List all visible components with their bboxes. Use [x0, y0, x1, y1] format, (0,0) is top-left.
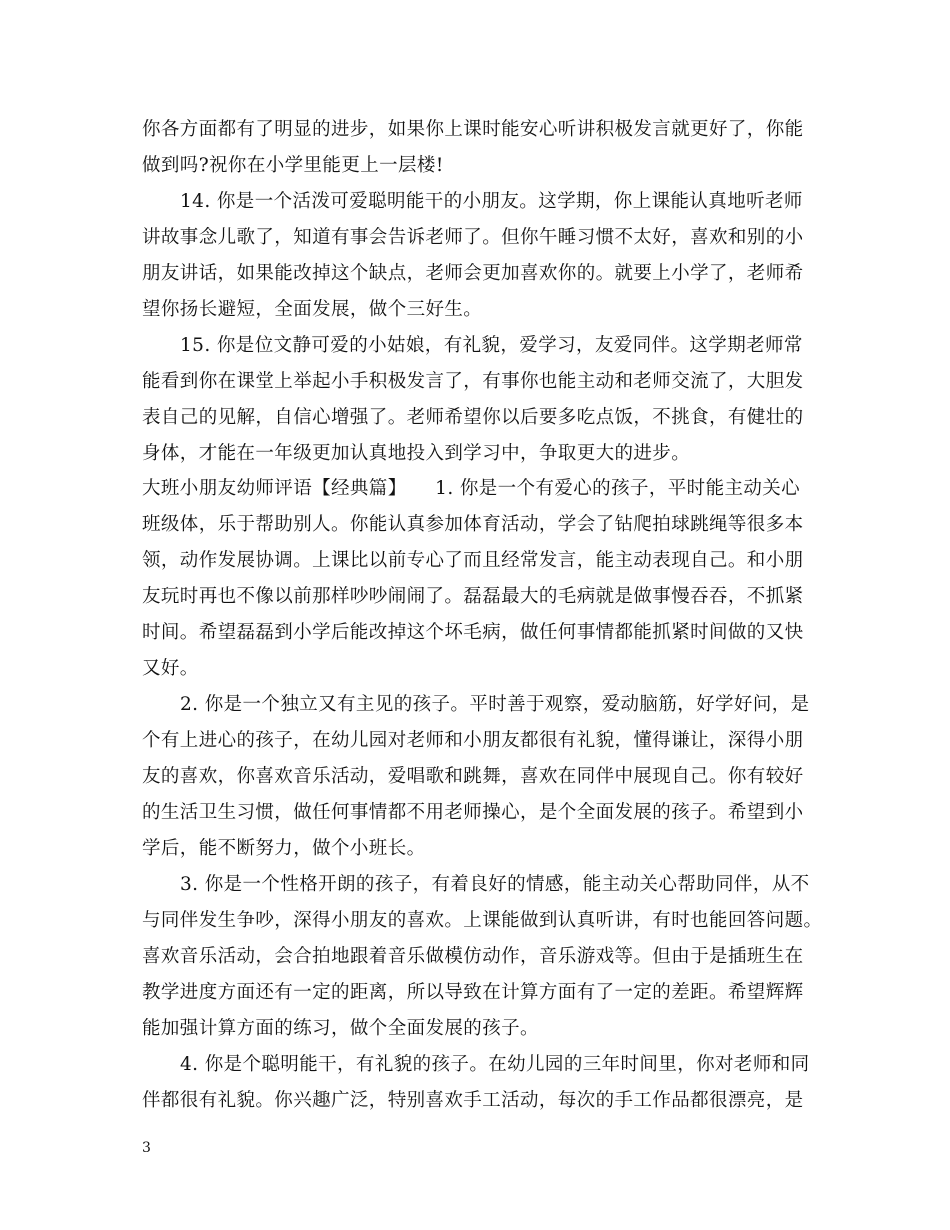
text-line: 伴都很有礼貌。你兴趣广泛，特别喜欢手工活动，每次的手工作品都很漂亮，是: [142, 1090, 804, 1111]
text-line: 能看到你在课堂上举起小手积极发言了，有事你也能主动和老师交流了，大胆发: [142, 371, 804, 392]
text-line: 15. 你是位文静可爱的小姑娘，有礼貌，爱学习，友爱同伴。这学期老师常: [180, 335, 803, 356]
text-line: 做到吗?祝你在小学里能更上一层楼!: [142, 155, 444, 176]
text-line: 班级体，乐于帮助别人。你能认真参加体育活动，学会了钻爬拍球跳绳等很多本: [142, 514, 804, 535]
text-line: 表自己的见解，自信心增强了。老师希望你以后要多吃点饭，不挑食，有健壮的: [142, 407, 804, 428]
text-line: 的生活卫生习惯，做任何事情都不用老师操心，是个全面发展的孩子。希望到小: [142, 802, 804, 823]
text-line: 学后，能不断努力，做个小班长。: [142, 838, 426, 859]
text-line: 朋友讲话，如果能改掉这个缺点，老师会更加喜欢你的。就要上小学了，老师希: [142, 263, 804, 284]
text-line: 个有上进心的孩子，在幼儿园对老师和小朋友都很有礼貌，懂得谦让，深得小朋: [142, 730, 804, 751]
page-number: 3: [142, 1140, 151, 1156]
text-line: 又好。: [142, 658, 199, 679]
text-line: 友玩时再也不像以前那样吵吵闹闹了。磊磊最大的毛病就是做事慢吞吞，不抓紧: [142, 586, 804, 607]
text-line: 你各方面都有了明显的进步，如果你上课时能安心听讲积极发言就更好了，你能: [142, 119, 804, 140]
text-line: 喜欢音乐活动，会合拍地跟着音乐做模仿动作，音乐游戏等。但由于是插班生在: [142, 946, 804, 967]
text-line: 3. 你是一个性格开朗的孩子，有着良好的情感，能主动关心帮助同伴，从不: [180, 874, 810, 895]
text-line: 友的喜欢，你喜欢音乐活动，爱唱歌和跳舞，喜欢在同伴中展现自己。你有较好: [142, 766, 804, 787]
text-line: 14. 你是一个活泼可爱聪明能干的小朋友。这学期，你上课能认真地听老师: [180, 191, 803, 212]
text-line: 4. 你是个聪明能干，有礼貌的孩子。在幼儿园的三年时间里，你对老师和同: [180, 1054, 810, 1075]
text-line: 能加强计算方面的练习，做个全面发展的孩子。: [142, 1018, 539, 1039]
text-line: 与同伴发生争吵，深得小朋友的喜欢。上课能做到认真听讲，有时也能回答问题。: [142, 910, 823, 931]
text-line: 身体，才能在一年级更加认真地投入到学习中，争取更大的进步。: [142, 443, 691, 464]
text-line: 教学进度方面还有一定的距离，所以导致在计算方面有了一定的差距。希望辉辉: [142, 982, 804, 1003]
section-heading-line: 大班小朋友幼师评语【经典篇】 1. 你是一个有爱心的孩子，平时能主动关心: [142, 478, 801, 499]
text-line: 2. 你是一个独立又有主见的孩子。平时善于观察，爱动脑筋，好学好问，是: [180, 694, 810, 715]
text-line: 时间。希望磊磊到小学后能改掉这个坏毛病，做任何事情都能抓紧时间做的又快: [142, 622, 804, 643]
text-line: 望你扬长避短，全面发展，做个三好生。: [142, 299, 483, 320]
text-line: 讲故事念儿歌了，知道有事会告诉老师了。但你午睡习惯不太好，喜欢和别的小: [142, 227, 804, 248]
text-line: 领，动作发展协调。上课比以前专心了而且经常发言，能主动表现自己。和小朋: [142, 550, 804, 571]
